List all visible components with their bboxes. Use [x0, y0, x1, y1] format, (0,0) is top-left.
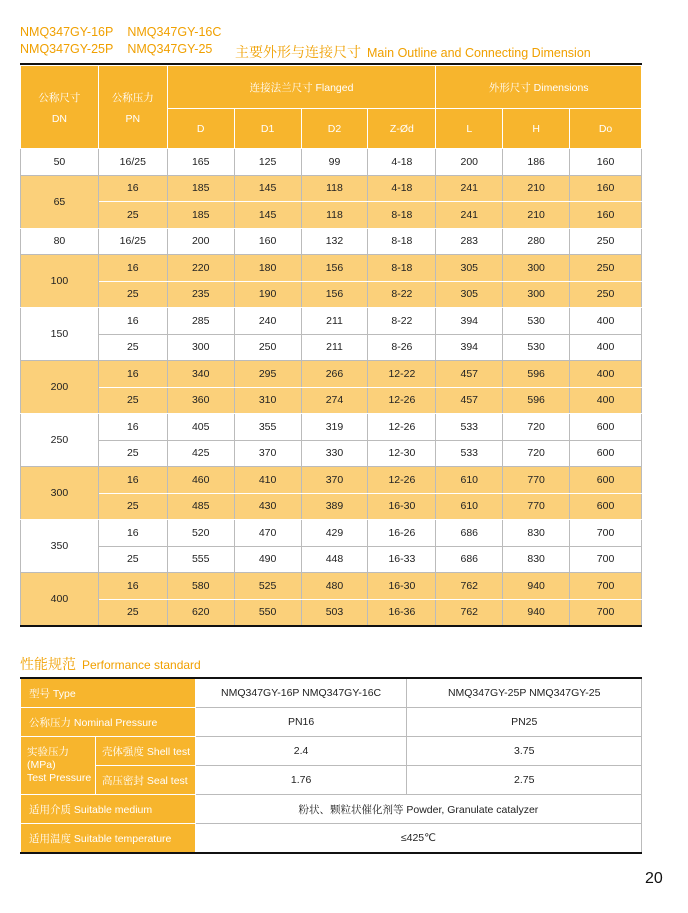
table-row [21, 255, 642, 282]
type-a: NMQ347GY-16P NMQ347GY-16C [195, 678, 407, 708]
value-cell: 400 [570, 387, 642, 414]
column-header: D2 [301, 109, 368, 149]
value-cell: 16-30 [368, 493, 436, 520]
column-header: Do [570, 109, 642, 149]
value-cell: 400 [570, 334, 642, 361]
value-cell: 596 [503, 387, 570, 414]
shell-a: 2.4 [195, 737, 407, 766]
title-cn: 性能规范 [20, 656, 76, 672]
value-cell: 686 [436, 520, 503, 547]
medium-label: 适用介质 Suitable medium [21, 795, 196, 824]
value-cell: 210 [503, 202, 570, 229]
value-cell: 16-30 [368, 573, 436, 600]
value-cell: 156 [301, 281, 368, 308]
value-cell: 160 [570, 202, 642, 229]
value-cell: 620 [167, 599, 234, 626]
value-cell: 8-18 [368, 228, 436, 255]
value-cell: 8-18 [368, 255, 436, 282]
value-cell: 389 [301, 493, 368, 520]
table-row [21, 202, 642, 229]
table-row [21, 149, 642, 176]
value-cell: 235 [167, 281, 234, 308]
value-cell: 830 [503, 520, 570, 547]
value-cell: 160 [234, 228, 301, 255]
value-cell: 16-33 [368, 546, 436, 573]
table-row [21, 387, 642, 414]
value-cell: 340 [167, 361, 234, 388]
value-cell: 533 [436, 414, 503, 441]
models-line-1 [20, 24, 235, 41]
pn-cell: 25 [98, 546, 167, 573]
value-cell: 99 [301, 149, 368, 176]
model-label: NMQ347GY-16P [20, 25, 114, 39]
value-cell: 485 [167, 493, 234, 520]
value-cell: 8-22 [368, 308, 436, 335]
column-header: Z-Ød [368, 109, 436, 149]
header-pn-cn: 公称压力 [111, 91, 154, 104]
value-cell: 770 [503, 493, 570, 520]
value-cell: 240 [234, 308, 301, 335]
table-row [21, 361, 642, 388]
value-cell: 295 [234, 361, 301, 388]
value-cell: 330 [301, 440, 368, 467]
value-cell: 600 [570, 493, 642, 520]
value-cell: 118 [301, 175, 368, 202]
pn-cell: 16 [98, 520, 167, 547]
value-cell: 250 [570, 255, 642, 282]
pn-cell: 16 [98, 175, 167, 202]
value-cell: 305 [436, 255, 503, 282]
value-cell: 762 [436, 573, 503, 600]
value-cell: 429 [301, 520, 368, 547]
value-cell: 720 [503, 414, 570, 441]
table-row [21, 440, 642, 467]
dn-cell: 100 [21, 255, 99, 308]
model-label: NMQ347GY-16C [127, 25, 222, 39]
table-row [21, 175, 642, 202]
models-line-2 [20, 41, 235, 58]
value-cell: 480 [301, 573, 368, 600]
title-cn: 主要外形与连接尺寸 [235, 44, 361, 60]
value-cell: 533 [436, 440, 503, 467]
value-cell: 360 [167, 387, 234, 414]
value-cell: 132 [301, 228, 368, 255]
value-cell: 596 [503, 361, 570, 388]
title-en: Main Outline and Connecting Dimension [367, 46, 591, 60]
dn-cell: 150 [21, 308, 99, 361]
value-cell: 700 [570, 520, 642, 547]
value-cell: 118 [301, 202, 368, 229]
value-cell: 686 [436, 546, 503, 573]
value-cell: 520 [167, 520, 234, 547]
value-cell: 250 [234, 334, 301, 361]
value-cell: 250 [570, 281, 642, 308]
pn-cell: 25 [98, 202, 167, 229]
value-cell: 700 [570, 599, 642, 626]
seal-b: 2.75 [407, 766, 642, 795]
header-dn [21, 66, 99, 149]
value-cell: 400 [570, 361, 642, 388]
value-cell: 700 [570, 573, 642, 600]
value-cell: 305 [436, 281, 503, 308]
dn-cell: 250 [21, 414, 99, 467]
value-cell: 16-26 [368, 520, 436, 547]
column-header: D1 [234, 109, 301, 149]
value-cell: 457 [436, 387, 503, 414]
header-dn-en: DN [51, 112, 68, 125]
pn-cell: 25 [98, 493, 167, 520]
value-cell: 830 [503, 546, 570, 573]
type-label: 型号 Type [21, 678, 196, 708]
test-label-en: Test Pressure [27, 772, 92, 784]
value-cell: 610 [436, 493, 503, 520]
pn-cell: 16/25 [98, 149, 167, 176]
table-row [21, 467, 642, 494]
header-pn [98, 66, 167, 149]
table-row [21, 334, 642, 361]
value-cell: 185 [167, 175, 234, 202]
value-cell: 160 [570, 175, 642, 202]
value-cell: 370 [301, 467, 368, 494]
value-cell: 266 [301, 361, 368, 388]
pn-cell: 16 [98, 573, 167, 600]
title-en: Performance standard [82, 658, 201, 672]
value-cell: 940 [503, 599, 570, 626]
value-cell: 250 [570, 228, 642, 255]
header-dn-cn: 公称尺寸 [38, 91, 81, 104]
header-dimensions: 外形尺寸 Dimensions [436, 66, 642, 109]
value-cell: 211 [301, 334, 368, 361]
shell-test-label: 壳体强度 Shell test [95, 737, 195, 766]
seal-a: 1.76 [195, 766, 407, 795]
value-cell: 4-18 [368, 149, 436, 176]
header-flanged: 连接法兰尺寸 Flanged [167, 66, 436, 109]
value-cell: 241 [436, 202, 503, 229]
value-cell: 940 [503, 573, 570, 600]
shell-b: 3.75 [407, 737, 642, 766]
value-cell: 430 [234, 493, 301, 520]
value-cell: 405 [167, 414, 234, 441]
value-cell: 310 [234, 387, 301, 414]
value-cell: 580 [167, 573, 234, 600]
dn-cell: 350 [21, 520, 99, 573]
table-row [21, 520, 642, 547]
value-cell: 125 [234, 149, 301, 176]
value-cell: 200 [167, 228, 234, 255]
pn-cell: 16 [98, 308, 167, 335]
table-row [21, 599, 642, 626]
pn-cell: 25 [98, 387, 167, 414]
section-title-dimensions [235, 42, 591, 62]
dn-cell: 200 [21, 361, 99, 414]
page-number: 20 [645, 870, 663, 887]
value-cell: 600 [570, 440, 642, 467]
pn-cell: 25 [98, 281, 167, 308]
value-cell: 490 [234, 546, 301, 573]
column-header: L [436, 109, 503, 149]
value-cell: 425 [167, 440, 234, 467]
pn-cell: 25 [98, 334, 167, 361]
table-row [21, 573, 642, 600]
value-cell: 280 [503, 228, 570, 255]
seal-test-label: 高压密封 Seal test [95, 766, 195, 795]
value-cell: 16-36 [368, 599, 436, 626]
value-cell: 4-18 [368, 175, 436, 202]
value-cell: 355 [234, 414, 301, 441]
value-cell: 555 [167, 546, 234, 573]
pn-cell: 16 [98, 467, 167, 494]
value-cell: 394 [436, 334, 503, 361]
pn-cell: 25 [98, 599, 167, 626]
value-cell: 180 [234, 255, 301, 282]
pressure-b: PN25 [407, 708, 642, 737]
value-cell: 145 [234, 175, 301, 202]
value-cell: 156 [301, 255, 368, 282]
value-cell: 400 [570, 308, 642, 335]
dn-cell: 300 [21, 467, 99, 520]
column-header: H [503, 109, 570, 149]
model-label: NMQ347GY-25P [20, 42, 114, 56]
header-pn-en: PN [125, 112, 141, 125]
value-cell: 457 [436, 361, 503, 388]
value-cell: 530 [503, 334, 570, 361]
value-cell: 448 [301, 546, 368, 573]
pn-cell: 16 [98, 414, 167, 441]
value-cell: 8-22 [368, 281, 436, 308]
value-cell: 241 [436, 175, 503, 202]
value-cell: 600 [570, 467, 642, 494]
value-cell: 210 [503, 175, 570, 202]
pn-cell: 16/25 [98, 228, 167, 255]
value-cell: 190 [234, 281, 301, 308]
test-label-unit: (MPa) [27, 759, 56, 771]
value-cell: 300 [503, 281, 570, 308]
value-cell: 370 [234, 440, 301, 467]
value-cell: 410 [234, 467, 301, 494]
value-cell: 319 [301, 414, 368, 441]
value-cell: 460 [167, 467, 234, 494]
table-row [21, 308, 642, 335]
column-header: D [167, 109, 234, 149]
value-cell: 700 [570, 546, 642, 573]
table-row [21, 281, 642, 308]
value-cell: 283 [436, 228, 503, 255]
pressure-a: PN16 [195, 708, 407, 737]
dn-cell: 65 [21, 175, 99, 228]
value-cell: 600 [570, 414, 642, 441]
value-cell: 300 [167, 334, 234, 361]
pressure-label: 公称压力 Nominal Pressure [21, 708, 196, 737]
model-label: NMQ347GY-25 [127, 42, 213, 56]
value-cell: 550 [234, 599, 301, 626]
pn-cell: 16 [98, 361, 167, 388]
value-cell: 165 [167, 149, 234, 176]
value-cell: 185 [167, 202, 234, 229]
table-row [21, 414, 642, 441]
value-cell: 610 [436, 467, 503, 494]
value-cell: 12-22 [368, 361, 436, 388]
dimensions-table [20, 65, 642, 627]
pn-cell: 25 [98, 440, 167, 467]
dn-cell: 50 [21, 149, 99, 176]
table-row [21, 493, 642, 520]
value-cell: 274 [301, 387, 368, 414]
value-cell: 503 [301, 599, 368, 626]
value-cell: 186 [503, 149, 570, 176]
value-cell: 762 [436, 599, 503, 626]
value-cell: 12-30 [368, 440, 436, 467]
value-cell: 12-26 [368, 414, 436, 441]
type-b: NMQ347GY-25P NMQ347GY-25 [407, 678, 642, 708]
dn-cell: 400 [21, 573, 99, 627]
value-cell: 145 [234, 202, 301, 229]
value-cell: 220 [167, 255, 234, 282]
table-row [21, 228, 642, 255]
medium-value: 粉状、颗粒状催化剂等 Powder, Granulate catalyzer [195, 795, 641, 824]
header-models [20, 24, 235, 58]
value-cell: 160 [570, 149, 642, 176]
value-cell: 720 [503, 440, 570, 467]
value-cell: 470 [234, 520, 301, 547]
dn-cell: 80 [21, 228, 99, 255]
value-cell: 200 [436, 149, 503, 176]
value-cell: 525 [234, 573, 301, 600]
value-cell: 8-18 [368, 202, 436, 229]
temperature-value: ≤425℃ [195, 824, 641, 854]
table-row [21, 546, 642, 573]
pn-cell: 16 [98, 255, 167, 282]
value-cell: 8-26 [368, 334, 436, 361]
test-label-cn: 实验压力 [27, 746, 69, 758]
value-cell: 12-26 [368, 467, 436, 494]
value-cell: 211 [301, 308, 368, 335]
value-cell: 530 [503, 308, 570, 335]
section-title-performance [20, 654, 201, 674]
test-pressure-label [21, 737, 96, 795]
value-cell: 394 [436, 308, 503, 335]
value-cell: 285 [167, 308, 234, 335]
value-cell: 12-26 [368, 387, 436, 414]
value-cell: 770 [503, 467, 570, 494]
value-cell: 300 [503, 255, 570, 282]
temperature-label: 适用温度 Suitable temperature [21, 824, 196, 854]
performance-table [20, 677, 642, 854]
